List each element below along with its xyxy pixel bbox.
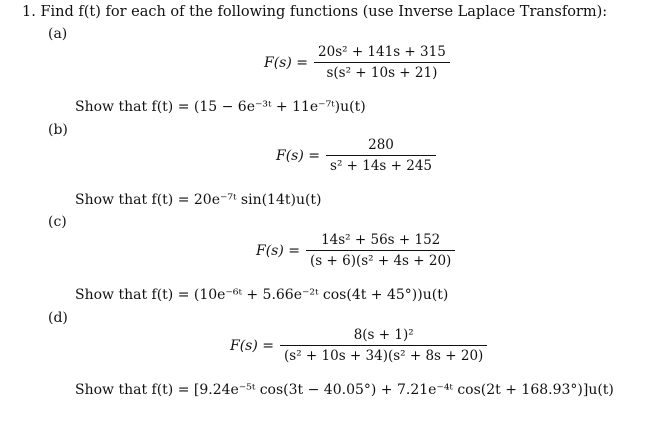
part-c-fraction — [306, 232, 455, 269]
part-a-numerator: 20s² + 141s + 315 — [318, 44, 446, 60]
part-c-lhs: F(s) = — [256, 242, 301, 259]
part-d-numerator: 8(s + 1)² — [353, 327, 414, 343]
part-c-show-that: Show that f(t) = (10e⁻⁶ᵗ + 5.66e⁻²ᵗ cos(4t + 45°))u(t) — [75, 287, 449, 303]
part-b-fraction — [326, 137, 436, 174]
part-a-fraction — [314, 44, 450, 81]
part-d-fraction — [280, 327, 487, 364]
problem-title: Find f(t) for each of the following functions (use Inverse Laplace Transform): — [40, 4, 608, 20]
problem-number: 1. — [22, 4, 36, 20]
part-b-show-that: Show that f(t) = 20e⁻⁷ᵗ sin(14t)u(t) — [75, 192, 322, 208]
part-d-lhs: F(s) = — [230, 337, 275, 354]
part-b-lhs: F(s) = — [276, 147, 321, 164]
problem-heading — [22, 4, 607, 20]
part-c-denominator: (s + 6)(s² + 4s + 20) — [310, 253, 452, 269]
part-c-numerator: 14s² + 56s + 152 — [321, 232, 441, 248]
part-b-equation — [276, 137, 436, 174]
part-d-label: (d) — [48, 310, 68, 326]
part-a-show-that: Show that f(t) = (15 − 6e⁻³ᵗ + 11e⁻⁷ᵗ)u(t) — [75, 99, 366, 115]
part-b-numerator: 280 — [368, 137, 394, 153]
part-c-equation — [256, 232, 455, 269]
part-d-show-that: Show that f(t) = [9.24e⁻⁵ᵗ cos(3t − 40.05°) + 7.21e⁻⁴ᵗ cos(2t + 168.93°)]u(t) — [75, 382, 614, 398]
part-a-denominator: s(s² + 10s + 21) — [326, 65, 438, 81]
part-a-lhs: F(s) = — [264, 54, 309, 71]
part-c-label: (c) — [48, 214, 67, 230]
part-a-equation — [264, 44, 450, 81]
part-b-denominator: s² + 14s + 245 — [330, 158, 433, 174]
part-d-equation — [230, 327, 487, 364]
part-a-label: (a) — [48, 26, 68, 42]
part-b-label: (b) — [48, 122, 68, 138]
part-d-denominator: (s² + 10s + 34)(s² + 8s + 20) — [284, 348, 484, 364]
